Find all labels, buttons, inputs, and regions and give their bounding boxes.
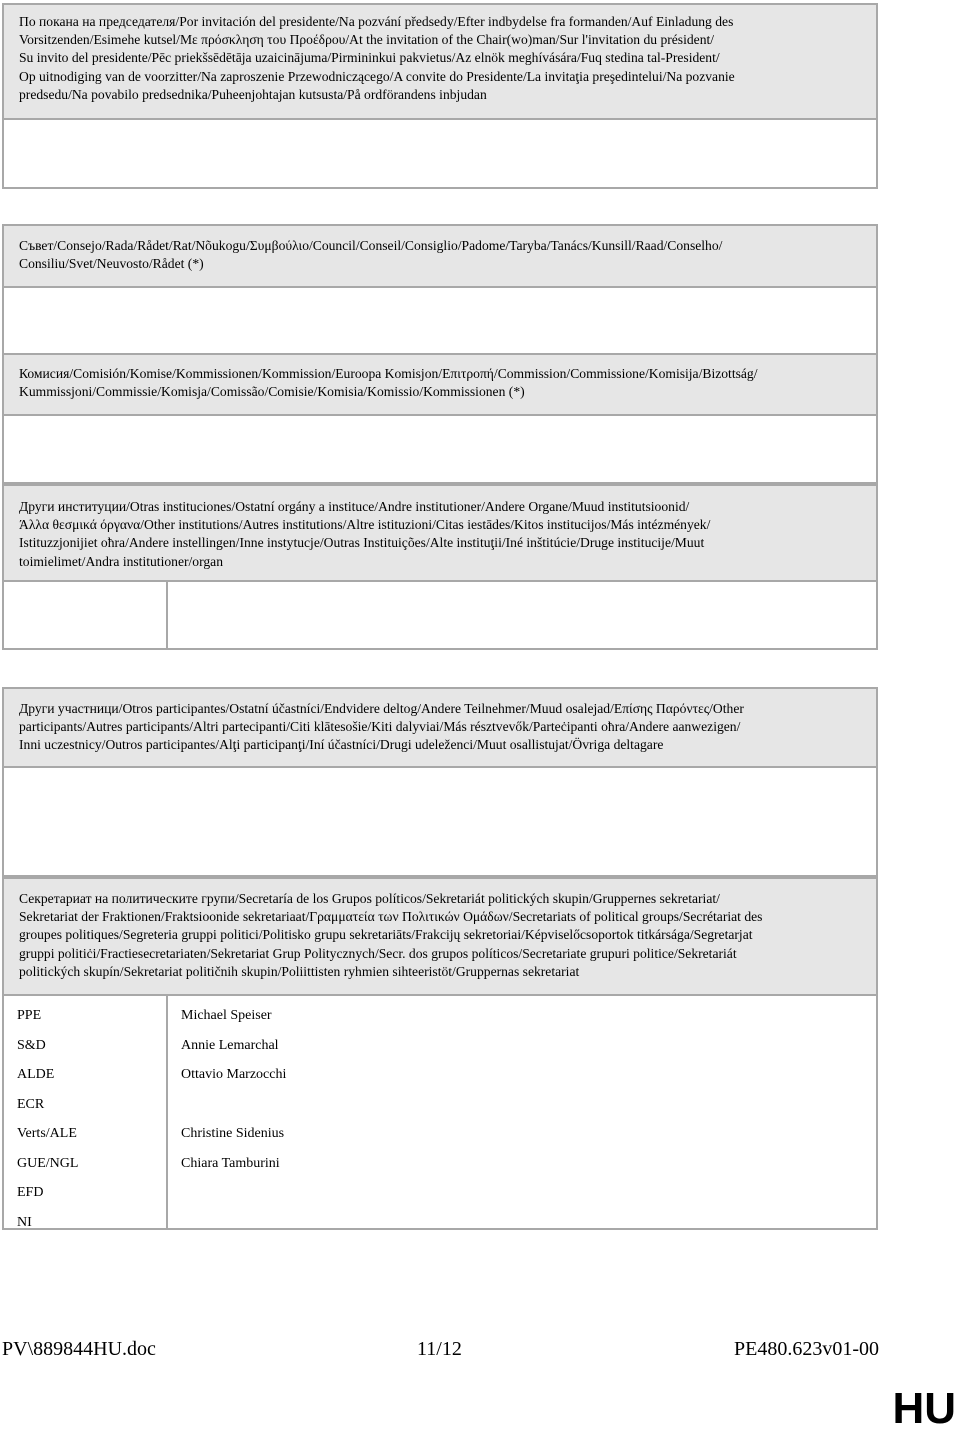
other-institutions-section [2, 484, 878, 650]
group-label: ECR [17, 1096, 45, 1112]
other-institutions-header [4, 486, 876, 582]
secretariat-text-line: Sekretariat der Fraktionen/Fraktsioonide sekretariaat/Γραμματεία των Πολιτικών Ομάδων/Secretariats of political groups/Secrétariat des [19, 909, 763, 925]
other-institutions-text-line: Istituzzjonijiet oħra/Andere instellingen/Inne instytucje/Outras Instituições/Alte instituţii/Iné inštitúcie/Druge institucije/Muut [19, 535, 705, 551]
group-label: Verts/ALE [17, 1126, 77, 1141]
secretariat-name [181, 1178, 286, 1208]
secretariat-name [181, 1090, 286, 1120]
other-institutions-text-line: toimielimet/Andra institutioner/organ [19, 553, 223, 569]
commission-header [4, 353, 876, 416]
invitation-section [2, 3, 878, 189]
commission-text-line: Комисия/Comisión/Komise/Kommissionen/Kommission/Euroopa Komisjon/Επιτροπή/Commission/Commissione/Komisija/Bizottság/ [19, 366, 758, 381]
secretariat-header [4, 879, 876, 996]
invitation-text-line: predsedu/Na povabilo predsednika/Puheenjohtajan kutsusta/På ordförandens inbjudan [19, 86, 487, 102]
commission-text-line: Kummissjoni/Commissie/Komisja/Comissão/Comisie/Komisia/Komissio/Kommissionen (*) [19, 384, 525, 400]
other-institutions-text-line: Άλλα θεσμικά όργανα/Other institutions/Autres institutions/Altre istituzioni/Citas iestādes/Kitos institucijos/Más intézmények/ [19, 517, 711, 533]
council-text-line: Consiliu/Svet/Neuvosto/Rådet (*) [19, 256, 204, 272]
column-divider [166, 994, 168, 1230]
language-code: HU [892, 1384, 956, 1433]
secretariat-name: Chiara Tamburini [181, 1155, 280, 1171]
council-content-area [4, 288, 876, 353]
footer-doc-ref: PV\889844HU.doc [2, 1338, 156, 1360]
group-label: EFD [17, 1185, 44, 1200]
other-participants-text-line: participants/Autres participants/Altri partecipanti/Citi klātesošie/Kiti dalyviai/Más résztvevők/Parteċipanti oħra/Andere aanwezigen/ [19, 719, 741, 735]
secretariat-section [2, 877, 878, 1230]
footer-page-number: 11/12 [417, 1338, 462, 1360]
secretariat-names-column [181, 1001, 286, 1237]
invitation-text-line: Su invito del presidente/Pēc priekšsēdētāja uzaicinājuma/Pirmininkui pakvietus/Az elnök meghívására/Fuq stedina tal-President/ [19, 50, 720, 66]
group-label: S&D [17, 1037, 46, 1053]
council-commission-section [2, 224, 878, 484]
invitation-text-line: Vorsitzenden/Esimehe kutsel/Με πρόσκληση του Προέδρου/At the invitation of the Chair(wo)man/Sur l'invitation du président/ [19, 32, 715, 48]
secretariat-text-line: gruppi politiċi/Fractiesecretariaten/Sekretariat Grup Politycznych/Secr. dos grupos políticos/Secretariate grupuri politice/Sekretariát [19, 945, 737, 961]
secretariat-text-line: Секретариат на политическите групи/Secretaría de los Grupos políticos/Sekretariát politických skupin/Gruppernes sekretariat/ [19, 891, 720, 906]
secretariat-name: Annie Lemarchal [181, 1037, 279, 1053]
secretariat-text-line: groupes politiques/Segreteria gruppi politici/Politisko grupu sekretariāts/Frakcijų sekretoriai/Képviselőcsoportok titkársága/Segretarjat [19, 927, 753, 943]
other-participants-text-line: Други участници/Otros participantes/Ostatní účastníci/Endvidere deltog/Andere Teilnehmer/Muud osalejad/Επίσης Παρόντες/Other [19, 701, 744, 716]
group-label: PPE [17, 1008, 42, 1023]
other-participants-section [2, 687, 878, 877]
secretariat-text-line: politických skupín/Sekretariat političnih skupin/Poliittisten ryhmien sihteeristöt/Gruppernas sekretariat [19, 963, 580, 979]
column-divider [166, 580, 168, 650]
other-participants-text-line: Inni uczestnicy/Outros participantes/Alţi participanţi/Iní účastníci/Drugi udeleženci/Muut osallistujat/Övriga deltagare [19, 737, 664, 753]
invitation-header [4, 5, 876, 120]
invitation-text-line: Op uitnodiging van de voorzitter/Na zaproszenie Przewodniczącego/A convite do Presidente/La invitaţia preşedintelui/Na pozvanie [19, 68, 735, 84]
secretariat-name: Christine Sidenius [181, 1126, 285, 1141]
other-participants-header [4, 689, 876, 768]
council-header [4, 226, 876, 288]
group-label: GUE/NGL [17, 1155, 79, 1171]
political-groups-column [17, 1001, 78, 1237]
group-label: ALDE [17, 1067, 55, 1082]
invitation-text-line: По покана на председателя/Por invitación del presidente/Na pozvání předsedy/Efter indbydelse fra formanden/Auf Einladung des [19, 14, 734, 29]
group-label: NI [17, 1214, 32, 1230]
council-text-line: Съвет/Consejo/Rada/Rådet/Rat/Nõukogu/Συμβούλιο/Council/Conseil/Consiglio/Padome/Taryba/Tanács/Kunsill/Raad/Conselho/ [19, 238, 723, 253]
secretariat-name: Michael Speiser [181, 1008, 272, 1023]
secretariat-name [181, 1208, 286, 1238]
footer-pe-ref: PE480.623v01-00 [734, 1338, 879, 1360]
secretariat-name: Ottavio Marzocchi [181, 1067, 287, 1082]
other-institutions-text-line: Други институции/Otras instituciones/Ostatní orgány a instituce/Andre institutioner/Andere Organe/Muud institutsioonid/ [19, 499, 690, 514]
